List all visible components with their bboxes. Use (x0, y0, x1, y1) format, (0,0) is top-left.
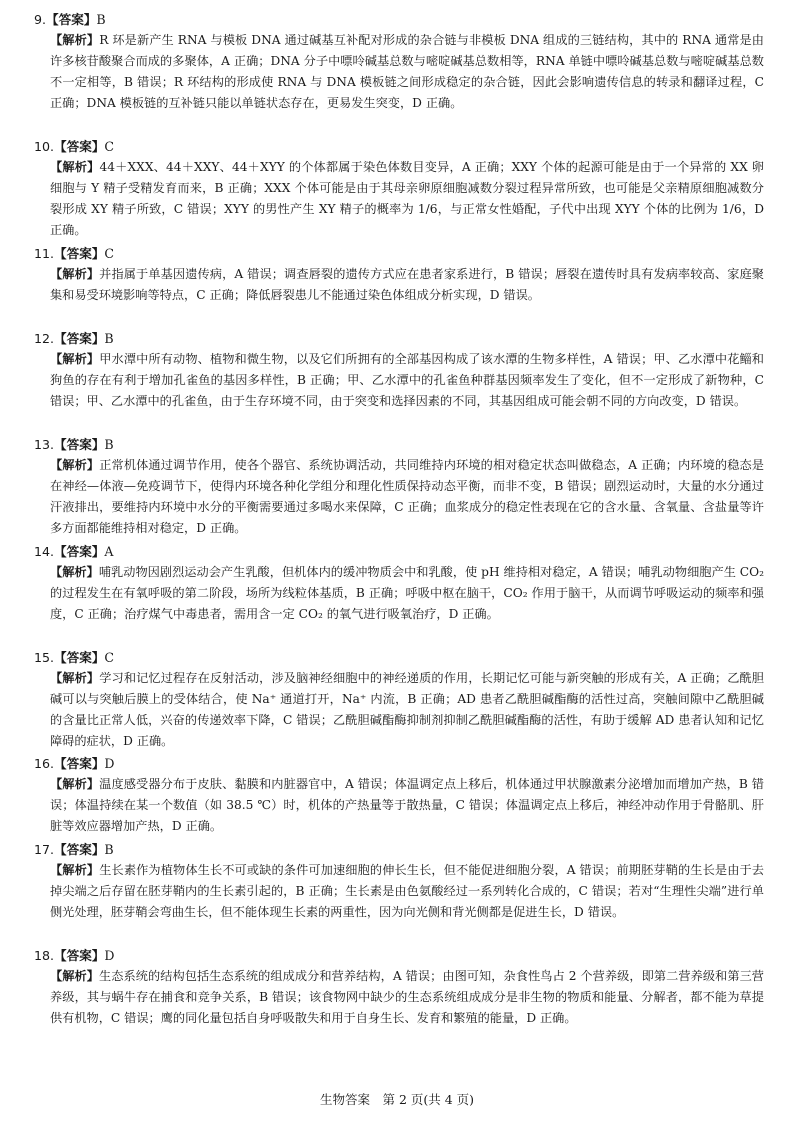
answer-item-16 (34, 754, 764, 837)
answer-item-9 (34, 10, 764, 114)
answer-letter: C (104, 650, 115, 665)
answer-line: 11.【答案】C (34, 246, 115, 261)
answer-letter: B (104, 331, 114, 346)
answer-item-18 (34, 946, 764, 1029)
answer-item-15 (34, 648, 764, 752)
answer-line: 16.【答案】D (34, 756, 115, 771)
answer-line: 13.【答案】B (34, 437, 114, 452)
analysis-text: 【解析】温度感受器分布于皮肤、黏膜和内脏器官中，A 错误；体温调定点上移后，机体通过甲状腺激素分泌增加而增加产热，B 错误；体温持续在某一个数值（如 38.5 ℃）时，机体的产热量等于散热量，C 错误；体温调定点上移后，神经冲动作用于骨骼肌、肝脏等效应器增加产热，D 正确。 (50, 777, 764, 833)
analysis-text: 【解析】甲水潭中所有动物、植物和微生物，以及它们所拥有的全部基因构成了该水潭的生物多样性，A 错误；甲、乙水潭中花鲻和狗鱼的存在有利于增加孔雀鱼的基因多样性，B 正确；甲、乙水潭中的孔雀鱼种群基因频率发生了变化，但不一定形成了新物种，C 错误；甲、乙水潭中的孔雀鱼，由于生存环境不同，由于突变和选择因素的不同，其基因组成可能会朝不同的方向改变，D 错误。 (50, 352, 764, 408)
analysis-text: 【解析】生态系统的结构包括生态系统的组成成分和营养结构，A 错误；由图可知，杂食性鸟占 2 个营养级，即第二营养级和第三营养级，其与蜗牛存在捕食和竞争关系，B 错误；该食物网中缺少的生态系统组成成分是非生物的物质和能量、分解者，都不能为草提供有机物，C 错误；鹰的同化量包括自身呼吸散失和用于自身生长、发育和繁殖的能量，D 正确。 (50, 969, 764, 1025)
answer-letter: B (96, 12, 106, 27)
answer-letter: C (104, 139, 115, 154)
analysis-text: 【解析】R 环是新产生 RNA 与模板 DNA 通过碱基互补配对形成的杂合链与非模板 DNA 组成的三链结构，其中的 RNA 通常是由许多核苷酸聚合而成的多聚体，A 正确；DNA 分子中嘌呤碱基总数与嘧啶碱基总数相等，RNA 单链中嘌呤碱基总数与嘧啶碱基总数不一定相等，B 错误；R 环结构的形成使 RNA 与 DNA 模板链之间形成稳定的杂合链，因此会影响遗传信息的转录和翻译过程，C 正确；DNA 模板链的互补链只能以单链状态存在，更易发生突变，D 正确。 (50, 33, 764, 110)
answer-line: 18.【答案】D (34, 948, 115, 963)
answer-item-13 (34, 435, 764, 539)
analysis-text: 【解析】正常机体通过调节作用，使各个器官、系统协调活动，共同维持内环境的相对稳定状态叫做稳态，A 正确；内环境的稳态是在神经—体液—免疫调节下，使得内环境各种化学组分和理化性质保持动态平衡，而非不变，B 错误；剧烈运动时，大量的水分通过汗液排出，要维持内环境中水分的平衡需要通过多喝水来保障，C 正确；血浆成分的稳定性表现在它的含水量、含氧量、含盐量等许多方面都能维持相对稳定，D 正确。 (50, 458, 764, 535)
answer-line: 10.【答案】C (34, 139, 115, 154)
answer-letter: C (104, 246, 115, 261)
answer-line: 17.【答案】B (34, 842, 114, 857)
answer-line: 14.【答案】A (34, 544, 114, 559)
answer-line: 12.【答案】B (34, 331, 114, 346)
answer-letter: B (104, 437, 114, 452)
answer-letter: D (104, 948, 115, 963)
answer-letter: D (104, 756, 115, 771)
answer-line: 9.【答案】B (34, 12, 106, 27)
analysis-text: 【解析】生长素作为植物体生长不可或缺的条件可加速细胞的伸长生长，但不能促进细胞分裂，A 错误；前期胚芽鞘的生长是由于去掉尖端之后存留在胚芽鞘内的生长素引起的，B 正确；生长素是由色氨酸经过一系列转化合成的，C 错误；若对“生理性尖端”进行单侧光处理，胚芽鞘会弯曲生长，但不能体现生长素的两重性，因为向光侧和背光侧都是促进生长，D 错误。 (50, 863, 764, 919)
answer-item-10 (34, 137, 764, 241)
answer-item-12 (34, 329, 764, 412)
answer-line: 15.【答案】C (34, 650, 115, 665)
answer-item-14 (34, 542, 764, 625)
analysis-text: 【解析】哺乳动物因剧烈运动会产生乳酸，但机体内的缓冲物质会中和乳酸，使 pH 维持相对稳定，A 错误；哺乳动物细胞产生 CO₂ 的过程发生在有氧呼吸的第二阶段，场所为线粒体基质，B 正确；呼吸中枢在脑干，CO₂ 作用于脑干，从而调节呼吸运动的频率和强度，C 正确；治疗煤气中毒患者，需用含一定 CO₂ 的氧气进行吸氧治疗，D 正确。 (50, 565, 765, 621)
answer-item-17 (34, 840, 764, 923)
answer-item-11 (34, 244, 764, 306)
answer-letter: B (104, 842, 114, 857)
answer-letter: A (104, 544, 114, 559)
analysis-text: 【解析】44＋XXX、44＋XXY、44＋XYY 的个体都属于染色体数目变异，A 正确；XXY 个体的起源可能是由于一个异常的 XX 卵细胞与 Y 精子受精发育而来，B 正确；XXX 个体可能是由于其母亲卵原细胞减数分裂过程异常所致，也可能是父亲精原细胞减数分裂形成 XY 精子所致，C 错误；XYY 的男性产生 XY 精子的概率为 1/6，与正常女性婚配，子代中出现 XYY 个体的比例为 1/6，D 正确。 (50, 160, 764, 237)
analysis-text: 【解析】学习和记忆过程存在反射活动，涉及脑神经细胞中的神经递质的作用，长期记忆可能与新突触的形成有关，A 正确；乙酰胆碱可以与突触后膜上的受体结合，使 Na⁺ 通道打开，Na⁺ 内流，B 正确；AD 患者乙酰胆碱酯酶的活性过高，突触间隙中乙酰胆碱的含量比正常人低，兴奋的传递效率下降，C 错误；乙酰胆碱酯酶抑制剂抑制乙酰胆碱酯酶的活性，有助于缓解 AD 患者认知和记忆障碍的症状，D 正确。 (50, 671, 764, 748)
page-footer: 生物答案 第 2 页(共 4 页) (319, 1092, 475, 1107)
analysis-text: 【解析】并指属于单基因遗传病，A 错误；调查唇裂的遗传方式应在患者家系进行，B 错误；唇裂在遗传时具有发病率较高、家庭聚集和易受环境影响等特点，C 正确；降低唇裂患儿不能通过染色体组成分析实现，D 错误。 (50, 267, 764, 302)
